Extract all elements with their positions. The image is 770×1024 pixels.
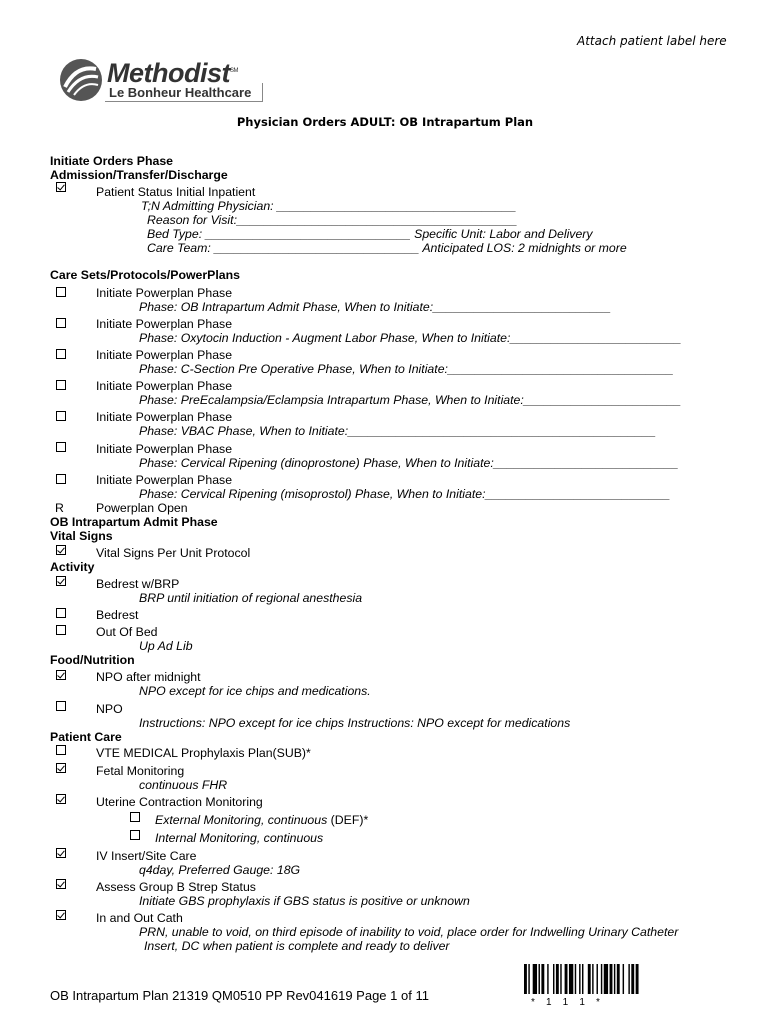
order-powerplan-4: Initiate Powerplan Phase xyxy=(96,379,233,393)
order-powerplan-6: Initiate Powerplan Phase xyxy=(96,442,233,456)
detail-npo-midnight: NPO except for ice chips and medications. xyxy=(139,684,371,698)
detail-powerplan-6: Phase: Cervical Ripening (dinoprostone) Phase, When to Initiate:___________________________ xyxy=(139,456,679,470)
detail-gbs-status: Initiate GBS prophylaxis if GBS status is positive or unknown xyxy=(139,894,470,908)
order-powerplan-2: Initiate Powerplan Phase xyxy=(96,317,233,331)
checkbox-fetal-monitoring[interactable] xyxy=(56,763,66,773)
order-gbs-status: Assess Group B Strep Status xyxy=(96,880,256,894)
order-patient-status: Patient Status Initial Inpatient xyxy=(96,185,256,199)
barcode-text: * 1 1 1 * xyxy=(531,997,600,1008)
checkbox-powerplan-dinoprostone[interactable] xyxy=(56,442,66,452)
order-in-out-cath: In and Out Cath xyxy=(96,911,183,925)
section-activity: Activity xyxy=(50,560,95,574)
detail-powerplan-1: Phase: OB Intrapartum Admit Phase, When to Initiate:__________________________ xyxy=(139,300,611,314)
detail-admitting-physician: T;N Admitting Physician: ___________________________________ xyxy=(141,199,517,213)
checkbox-npo[interactable] xyxy=(56,701,66,711)
checkbox-bedrest[interactable] xyxy=(56,608,66,618)
methodist-logo-mark-icon xyxy=(58,57,104,103)
detail-powerplan-7: Phase: Cervical Ripening (misoprostol) Phase, When to Initiate:___________________________ xyxy=(139,487,671,501)
checkbox-powerplan-preeclampsia[interactable] xyxy=(56,380,66,390)
checkbox-patient-status[interactable] xyxy=(56,182,66,192)
option-internal-monitoring: Internal Monitoring, continuous xyxy=(155,831,324,845)
detail-bedrest-brp: BRP until initiation of regional anesthesia xyxy=(139,591,363,605)
checkbox-vital-signs[interactable] xyxy=(56,545,66,555)
checkbox-powerplan-oxytocin[interactable] xyxy=(56,318,66,328)
order-powerplan-5: Initiate Powerplan Phase xyxy=(96,410,233,424)
order-powerplan-3: Initiate Powerplan Phase xyxy=(96,348,233,362)
order-bedrest-brp: Bedrest w/BRP xyxy=(96,577,180,591)
order-vte: VTE MEDICAL Prophylaxis Plan(SUB)* xyxy=(96,746,311,760)
section-vital-signs: Vital Signs xyxy=(50,529,113,543)
detail-in-out-cath-1: PRN, unable to void, on third episode of inability to void, place order for Indwelling Urinary Catheter xyxy=(139,925,679,939)
page-title: Physician Orders ADULT: OB Intrapartum Plan xyxy=(236,115,534,129)
checkbox-powerplan-csection[interactable] xyxy=(56,349,66,359)
order-iv-insert: IV Insert/Site Care xyxy=(96,849,197,863)
patient-label-note: Attach patient label here xyxy=(577,34,727,48)
checkbox-npo-midnight[interactable] xyxy=(56,670,66,680)
section-ob-admit-phase: OB Intrapartum Admit Phase xyxy=(50,515,218,529)
detail-out-of-bed: Up Ad Lib xyxy=(139,639,193,653)
detail-powerplan-4: Phase: PreEcalampsia/Eclampsia Intrapartum Phase, When to Initiate:_______________________ xyxy=(139,393,682,407)
section-patient-care: Patient Care xyxy=(50,730,122,744)
section-food-nutrition: Food/Nutrition xyxy=(50,653,135,667)
logo-subtitle: Le Bonheur Healthcare xyxy=(109,85,252,100)
section-care-sets: Care Sets/Protocols/PowerPlans xyxy=(50,268,240,282)
page-footer: OB Intrapartum Plan 21319 QM0510 PP Rev041619 Page 1 of 11 xyxy=(50,988,429,1003)
checkbox-external-monitoring[interactable] xyxy=(130,812,140,822)
checkbox-powerplan-vbac[interactable] xyxy=(56,411,66,421)
order-out-of-bed: Out Of Bed xyxy=(96,625,158,639)
order-bedrest: Bedrest xyxy=(96,608,139,622)
detail-bed-type: Bed Type: ______________________________ Specific Unit: Labor and Delivery xyxy=(147,227,593,241)
required-marker: R xyxy=(55,501,64,515)
section-initiate-orders: Initiate Orders Phase xyxy=(50,154,174,168)
order-powerplan-7: Initiate Powerplan Phase xyxy=(96,473,233,487)
option-external-monitoring: External Monitoring, continuous (DEF)* xyxy=(155,813,369,827)
checkbox-in-out-cath[interactable] xyxy=(56,910,66,920)
checkbox-bedrest-brp[interactable] xyxy=(56,576,66,586)
checkbox-uterine-monitoring[interactable] xyxy=(56,794,66,804)
order-fetal-monitoring: Fetal Monitoring xyxy=(96,764,185,778)
methodist-logo xyxy=(58,57,264,103)
checkbox-iv-insert[interactable] xyxy=(56,848,66,858)
barcode-icon xyxy=(524,964,684,994)
checkbox-powerplan-admit[interactable] xyxy=(56,287,66,297)
section-admission: Admission/Transfer/Discharge xyxy=(50,168,228,182)
logo-wordmark: Methodist℠ xyxy=(107,58,238,88)
detail-powerplan-2: Phase: Oxytocin Induction - Augment Labor Phase, When to Initiate:_________________________ xyxy=(139,331,682,345)
checkbox-internal-monitoring[interactable] xyxy=(130,830,140,840)
detail-iv-insert: q4day, Preferred Gauge: 18G xyxy=(139,863,301,877)
checkbox-gbs-status[interactable] xyxy=(56,879,66,889)
detail-npo: Instructions: NPO except for ice chips Instructions: NPO except for medications xyxy=(139,716,571,730)
order-powerplan-1: Initiate Powerplan Phase xyxy=(96,286,233,300)
detail-care-team: Care Team: ______________________________ Anticipated LOS: 2 midnights or more xyxy=(147,241,627,255)
detail-reason-for-visit: Reason for Visit:_________________________________________ xyxy=(147,213,518,227)
detail-in-out-cath-2: Insert, DC when patient is complete and ready to deliver xyxy=(144,939,450,953)
checkbox-out-of-bed[interactable] xyxy=(56,625,66,635)
order-vital-signs: Vital Signs Per Unit Protocol xyxy=(96,546,251,560)
order-npo-midnight: NPO after midnight xyxy=(96,670,201,684)
detail-powerplan-3: Phase: C-Section Pre Operative Phase, When to Initiate:_________________________________ xyxy=(139,362,674,376)
detail-powerplan-5: Phase: VBAC Phase, When to Initiate:_____________________________________________ xyxy=(139,424,656,438)
order-powerplan-open: Powerplan Open xyxy=(96,501,188,515)
checkbox-vte[interactable] xyxy=(56,745,66,755)
checkbox-powerplan-misoprostol[interactable] xyxy=(56,474,66,484)
order-npo: NPO xyxy=(96,702,123,716)
order-uterine-monitoring: Uterine Contraction Monitoring xyxy=(96,795,263,809)
detail-fetal-monitoring: continuous FHR xyxy=(139,778,228,792)
